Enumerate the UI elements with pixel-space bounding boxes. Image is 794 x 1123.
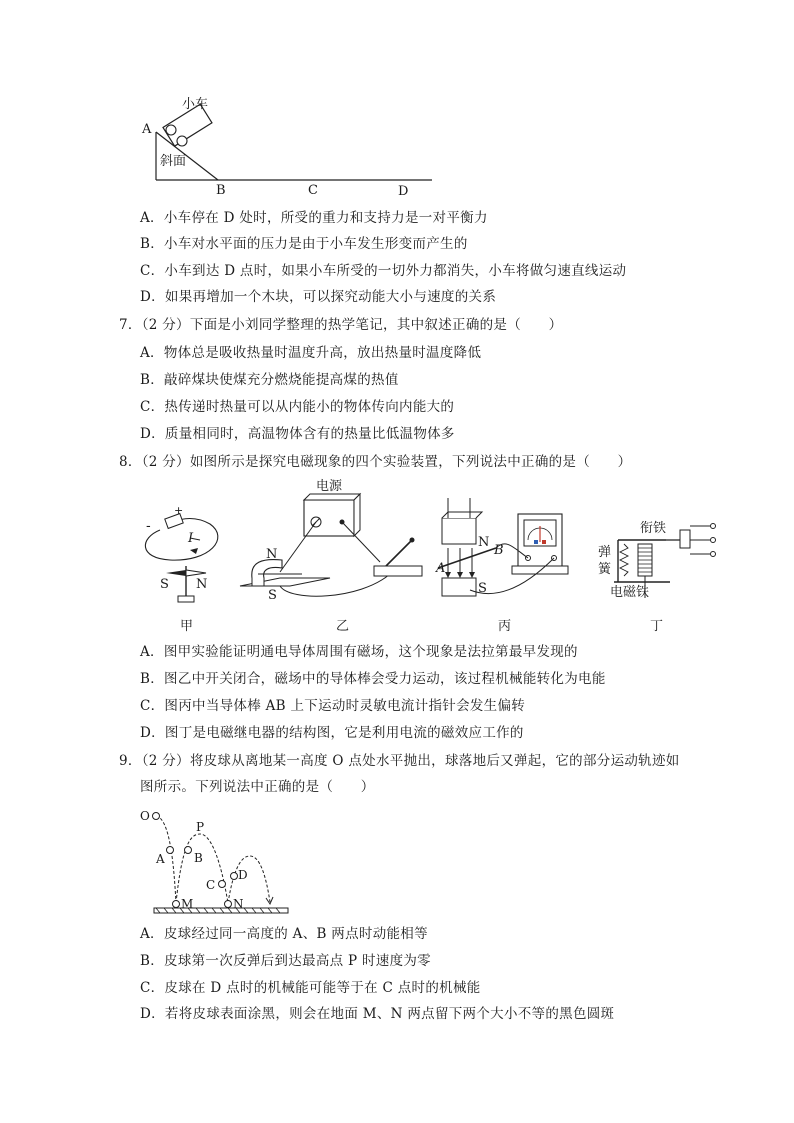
label-point-p: P xyxy=(196,820,205,834)
q7-stem: 7．（2 分）下面是小刘同学整理的热学笔记，其中叙述正确的是（ ） xyxy=(119,317,563,333)
label-magnet-n-bing: N xyxy=(478,535,490,550)
incline-drawing xyxy=(130,92,440,202)
q9-option-d: D．若将皮球表面涂黑，则会在地面 M、N 两点留下两个大小不等的黑色圆斑 xyxy=(140,1006,615,1022)
q8-option-d: D．图丁是电磁继电器的结构图，它是利用电流的磁效应工作的 xyxy=(140,725,524,741)
label-car: 小车 xyxy=(182,97,209,112)
label-armature: 衔铁 xyxy=(640,521,667,536)
label-power-supply: 电源 xyxy=(316,479,343,494)
q8-stem: 8．（2 分）如图所示是探究电磁现象的四个实验装置，下列说法中正确的是（ ） xyxy=(119,454,632,470)
electromagnetism-figure xyxy=(130,478,720,638)
label-compass-n: N xyxy=(196,577,208,592)
label-point-o: O xyxy=(140,809,150,823)
label-rod-b: B xyxy=(494,543,504,558)
label-magnet-n: N xyxy=(266,547,278,562)
q9-stem-line-2: 图所示。下列说法中正确的是（ ） xyxy=(140,779,375,795)
label-point-n: N xyxy=(233,897,244,911)
caption-bing: 丙 xyxy=(498,619,512,634)
q8-option-b: B．图乙中开关闭合，磁场中的导体棒会受力运动，该过程机械能转化为电能 xyxy=(140,671,606,687)
q9-option-b: B．皮球第一次反弹后到达最高点 P 时速度为零 xyxy=(140,953,431,969)
label-rod-a: A xyxy=(436,561,446,576)
electromagnetism-drawing xyxy=(130,478,720,638)
q6-option-c: C．小车到达 D 点时，如果小车所受的一切外力都消失，小车将做匀速直线运动 xyxy=(140,263,627,279)
label-magnet-s: S xyxy=(268,588,277,603)
label-point-b: B xyxy=(216,183,226,198)
q7-option-b: B．敲碎煤块使煤充分燃烧能提高煤的热值 xyxy=(140,372,399,388)
label-battery-minus: - xyxy=(146,519,151,534)
label-battery-plus: + xyxy=(174,504,184,517)
caption-yi: 乙 xyxy=(336,619,350,634)
label-point-c: C xyxy=(308,183,318,198)
label-slope: 斜面 xyxy=(160,154,187,169)
label-current-i: I xyxy=(188,531,194,546)
q8-option-a: A．图甲实验能证明通电导体周围有磁场，这个现象是法拉第最早发现的 xyxy=(140,644,578,660)
label-electromagnet: 电磁铁 xyxy=(610,585,650,600)
q9-option-a: A．皮球经过同一高度的 A、B 两点时动能相等 xyxy=(140,926,428,942)
caption-jia: 甲 xyxy=(180,619,194,634)
q9-option-c: C．皮球在 D 点时的机械能可能等于在 C 点时的机械能 xyxy=(140,980,481,996)
q9-stem-line-1: 9．（2 分）将皮球从离地某一高度 O 点处水平抛出，球落地后又弹起，它的部分运动轨迹如 xyxy=(119,753,680,769)
label-point-a: A xyxy=(156,852,165,866)
label-compass-s: S xyxy=(160,577,169,592)
bounce-figure xyxy=(130,806,300,916)
q6-option-b: B．小车对水平面的压力是由于小车发生形变而产生的 xyxy=(140,236,468,252)
label-point-b: B xyxy=(194,851,203,865)
label-point-m: M xyxy=(181,897,194,911)
q7-option-a: A．物体总是吸收热量时温度升高，放出热量时温度降低 xyxy=(140,345,482,361)
q6-option-d: D．如果再增加一个木块，可以探究动能大小与速度的关系 xyxy=(140,289,497,305)
q7-option-d: D．质量相同时，高温物体含有的热量比低温物体多 xyxy=(140,426,455,442)
label-magnet-s-bing: S xyxy=(478,581,487,596)
q8-option-c: C．图丙中当导体棒 AB 上下运动时灵敏电流计指针会发生偏转 xyxy=(140,698,526,714)
incline-figure xyxy=(130,92,440,202)
label-point-d: D xyxy=(238,868,248,882)
label-spring: 弹 簧 xyxy=(598,545,612,577)
q6-option-a: A．小车停在 D 处时，所受的重力和支持力是一对平衡力 xyxy=(140,210,488,226)
label-point-c: C xyxy=(206,878,216,892)
label-point-d: D xyxy=(398,184,409,199)
caption-ding: 丁 xyxy=(650,619,664,634)
q7-option-c: C．热传递时热量可以从内能小的物体传向内能大的 xyxy=(140,399,455,415)
label-point-a: A xyxy=(142,122,152,137)
